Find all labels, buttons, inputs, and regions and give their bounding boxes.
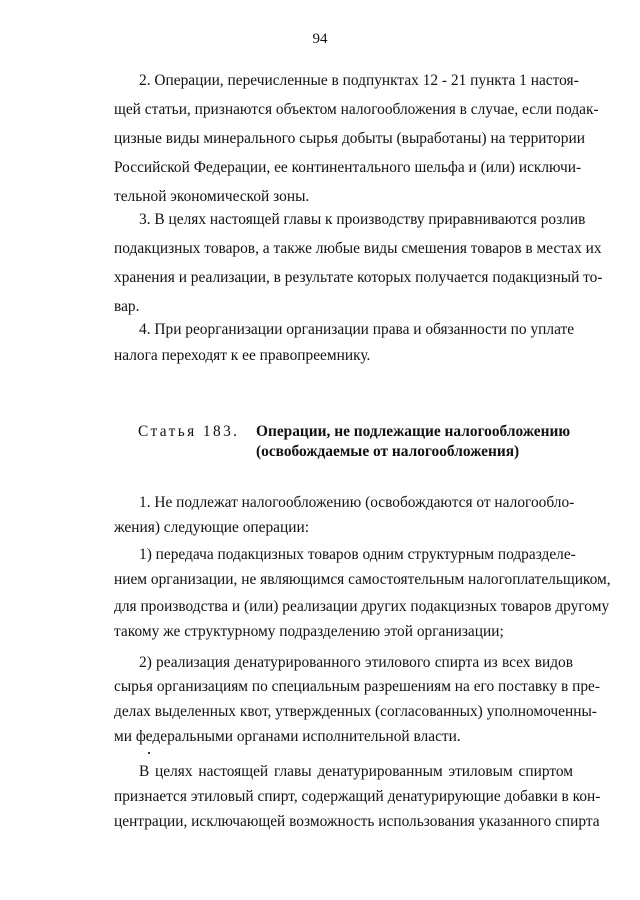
paragraph-2-line-2: щей статьи, признаются объектом налогообложения в случае, если подак- (114, 101, 599, 118)
definition-paragraph-line-1: В целях настоящей главы денатурированным этиловым спиртом (139, 763, 573, 780)
paragraph-3-line-2: подакцизных товаров, а также любые виды смешения товаров в местах их (114, 240, 602, 257)
subitem-2-line-3: делах выделенных квот, утвержденных (согласованных) уполномоченны- (114, 703, 597, 720)
paragraph-2-line-4: Российской Федерации, ее континентального шельфа и (или) исключи- (114, 159, 582, 176)
article-label: Статья 183. (138, 423, 240, 440)
subitem-1-line-3: для производства и (или) реализации других подакцизных товаров другому (114, 598, 610, 615)
paragraph-3-line-3: хранения и реализации, в результате которых получается подакцизный то- (114, 269, 603, 286)
article-paragraph-1-line-2: жения) следующие операции: (114, 519, 309, 536)
subitem-2-line-1: 2) реализация денатурированного этилового спирта из всех видов (139, 654, 573, 671)
paragraph-2-line-3: цизные виды минерального сырья добыты (выработаны) на территории (114, 130, 585, 147)
paragraph-4-line-1: 4. При реорганизации организации права и обязанности по уплате (139, 321, 575, 338)
scan-speck (148, 752, 150, 754)
paragraph-2-line-1: 2. Операции, перечисленные в подпунктах 12 - 21 пункта 1 настоя- (139, 72, 579, 89)
paragraph-3-line-1: 3. В целях настоящей главы к производству приравниваются розлив (139, 211, 586, 228)
paragraph-3-line-4: вар. (114, 298, 140, 315)
paragraph-2-line-5: тельной экономической зоны. (114, 188, 310, 205)
subitem-1-line-2: нием организации, не являющимся самостоятельным налогоплательщиком, (114, 571, 611, 588)
definition-paragraph-line-3: центрации, исключающей возможность использования указанного спирта (114, 813, 600, 830)
article-paragraph-1-line-1: 1. Не подлежат налогообложению (освобождаются от налогообло- (139, 494, 575, 511)
article-title-line-2: (освобождаемые от налогообложения) (256, 443, 520, 460)
subitem-1-line-1: 1) передача подакцизных товаров одним структурным подразделе- (139, 546, 576, 563)
page-number: 94 (312, 31, 328, 47)
paragraph-4-line-2: налога переходят к ее правопреемнику. (114, 347, 371, 364)
article-title-line-1: Операции, не подлежащие налогообложению (256, 423, 571, 440)
subitem-2-line-4: ми федеральными органами исполнительной власти. (114, 728, 461, 745)
definition-paragraph-line-2: признается этиловый спирт, содержащий денатурирующие добавки в кон- (114, 788, 601, 805)
subitem-2-line-2: сырья организациям по специальным разрешениям на его поставку в пре- (114, 678, 600, 695)
subitem-1-line-4: такому же структурному подразделению этой организации; (114, 623, 504, 640)
